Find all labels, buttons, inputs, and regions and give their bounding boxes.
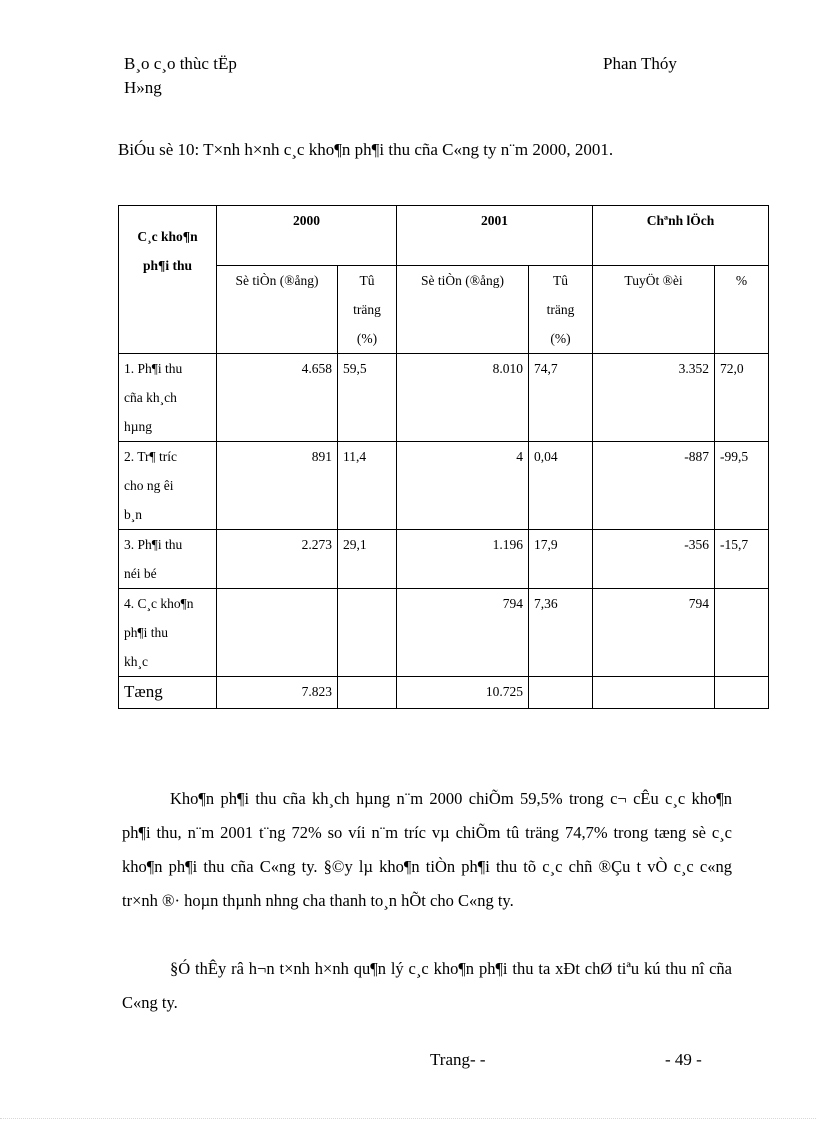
amount-2001: 1.196 (397, 530, 529, 589)
diff-percent: -15,7 (715, 530, 769, 589)
amount-2001: 794 (397, 589, 529, 677)
row-label-line: cho ng êi (124, 478, 174, 493)
ratio-2001: 17,9 (529, 530, 593, 589)
row-label-line: ph¶i thu (124, 625, 168, 640)
row-label-line: 1. Ph¶i thu (124, 361, 183, 376)
header-2000: 2000 (217, 206, 397, 266)
paragraph-2 (122, 952, 732, 1020)
ratio-2001: 0,04 (529, 442, 593, 530)
header-item-line2: ph¶i thu (143, 258, 192, 273)
footer-page-label: Trang- - (430, 1050, 486, 1069)
row-label (119, 589, 217, 677)
ratio-line2: träng (546, 302, 575, 317)
amount-2000: 2.273 (217, 530, 338, 589)
amount-2000: 4.658 (217, 354, 338, 442)
total-label: Tæng (119, 677, 217, 709)
diff-absolute: -887 (593, 442, 715, 530)
empty-cell (593, 677, 715, 709)
row-label-line: cña kh¸ch (124, 390, 177, 405)
diff-percent (715, 589, 769, 677)
table-row (119, 354, 769, 442)
ratio-2001: 7,36 (529, 589, 593, 677)
ratio-2000 (338, 589, 397, 677)
header-title: B¸o c¸o thùc tËp (124, 54, 237, 73)
amount-2000: 891 (217, 442, 338, 530)
ratio-line1: Tû (553, 273, 568, 288)
ratio-2001: 74,7 (529, 354, 593, 442)
amount-2001: 4 (397, 442, 529, 530)
table-row (119, 589, 769, 677)
row-label-line: 4. C¸c kho¶n (124, 596, 194, 611)
subheader-amount-2000: Sè tiÒn (®ång) (217, 266, 338, 354)
subheader-ratio-2000 (338, 266, 397, 354)
diff-percent: 72,0 (715, 354, 769, 442)
receivables-table (118, 205, 769, 709)
ratio-2000: 59,5 (338, 354, 397, 442)
row-label-line: hµng (124, 419, 153, 434)
table-header-row (119, 206, 769, 266)
diff-percent: -99,5 (715, 442, 769, 530)
paragraph-1-text: Kho¶n ph¶i thu cña kh¸ch hµng n¨m 2000 chiÕm 59,5% trong c¬ cÊu c¸c kho¶n ph¶i thu, n¨m 2001 t¨ng 72% so víi n¨m tríc vµ chiÕm tû träng 74,7% trong tæng sè c¸c kho¶n ph¶i thu cña C«ng ty. §©y lµ kho¶n tiÒn ph¶i thu tõ c¸c chñ ®Çu t vÒ c¸c c«ng tr×nh ®· hoµn thµnh nhng cha thanh to¸n hÕt cho C«ng ty. (122, 789, 732, 910)
diff-absolute: 794 (593, 589, 715, 677)
header-2001: 2001 (397, 206, 593, 266)
subheader-percent: % (715, 266, 769, 354)
header-left (124, 52, 237, 100)
ratio-line3: (%) (550, 331, 571, 346)
table-total-row (119, 677, 769, 709)
table-subheader-row (119, 266, 769, 354)
table-row (119, 530, 769, 589)
header-item-cell (119, 206, 217, 354)
header-difference: Chªnh lÖch (593, 206, 769, 266)
page-bottom-rule (0, 1118, 816, 1119)
footer-page-number: - 49 - (665, 1050, 702, 1069)
total-2000: 7.823 (217, 677, 338, 709)
empty-cell (338, 677, 397, 709)
total-2001: 10.725 (397, 677, 529, 709)
ratio-line1: Tû (359, 273, 375, 288)
row-label (119, 442, 217, 530)
paragraph-2-text: §Ó thÊy râ h¬n t×nh h×nh qu¶n lý c¸c kho¶n ph¶i thu ta xÐt chØ tiªu kú thu nî cña C«ng ty. (122, 959, 732, 1012)
ratio-2000: 11,4 (338, 442, 397, 530)
header-item-line1: C¸c kho¶n (137, 229, 198, 244)
diff-absolute: -356 (593, 530, 715, 589)
paragraph-1 (122, 782, 732, 918)
empty-cell (529, 677, 593, 709)
amount-2001: 8.010 (397, 354, 529, 442)
subheader-absolute: TuyÖt ®èi (593, 266, 715, 354)
subheader-ratio-2001 (529, 266, 593, 354)
empty-cell (715, 677, 769, 709)
row-label-line: kh¸c (124, 654, 148, 669)
table-row (119, 442, 769, 530)
amount-2000 (217, 589, 338, 677)
subheader-amount-2001: Sè tiÒn (®ång) (397, 266, 529, 354)
ratio-line2: träng (353, 302, 381, 317)
row-label-line: néi bé (124, 566, 157, 581)
row-label-line: 3. Ph¶i thu (124, 537, 183, 552)
header-author: Phan Thóy (603, 54, 677, 73)
row-label (119, 354, 217, 442)
ratio-2000: 29,1 (338, 530, 397, 589)
diff-absolute: 3.352 (593, 354, 715, 442)
row-label (119, 530, 217, 589)
row-label-line: b¸n (124, 507, 142, 522)
ratio-line3: (%) (356, 331, 378, 346)
table-caption: BiÓu sè 10: T×nh h×nh c¸c kho¶n ph¶i thu cña C«ng ty n¨m 2000, 2001. (118, 140, 614, 159)
header-title-cont: H»ng (124, 78, 162, 97)
row-label-line: 2. Tr¶ tríc (124, 449, 178, 464)
